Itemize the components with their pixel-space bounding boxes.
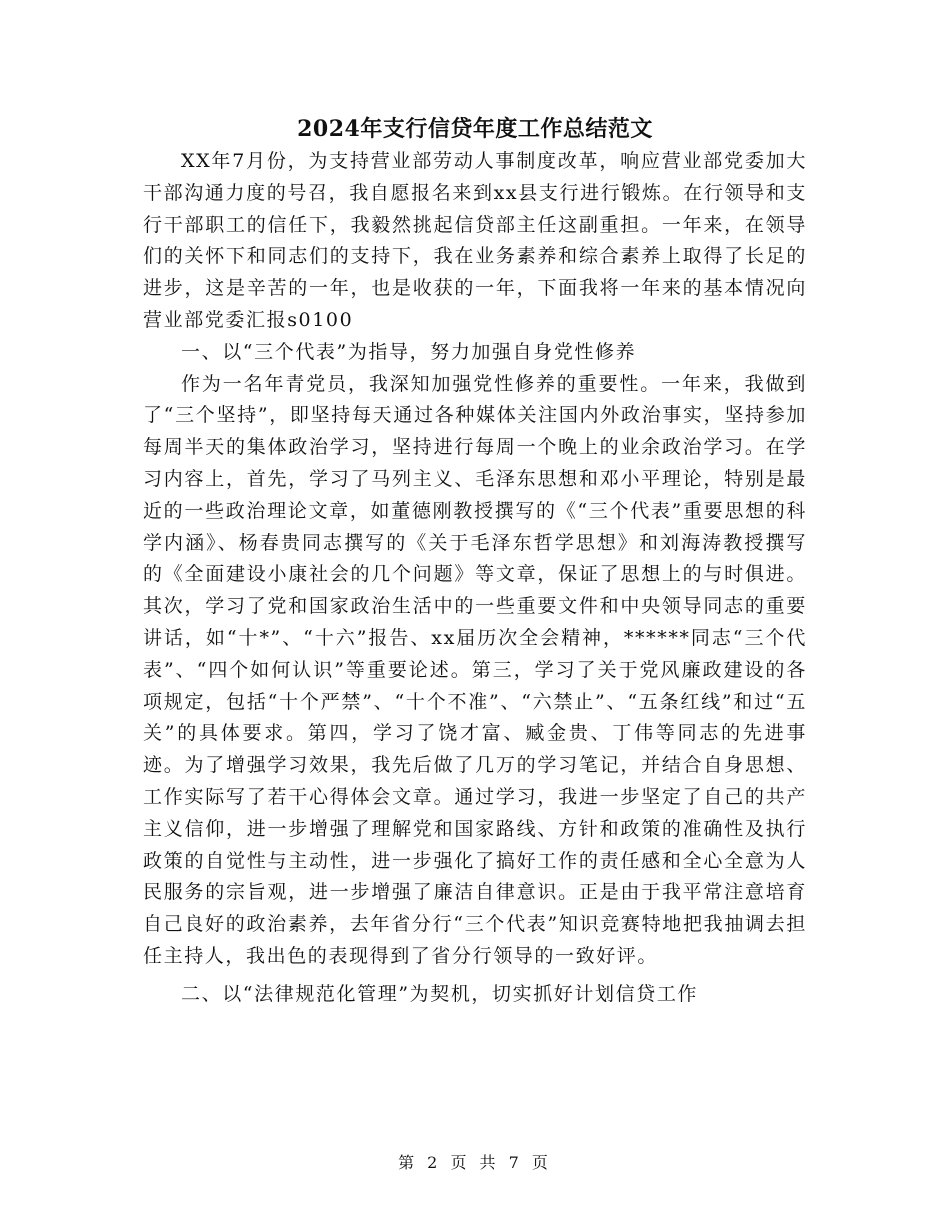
section-heading-1: 一、以“三个代表”为指导，努力加强自身党性修养 xyxy=(181,340,637,363)
document-title: 2024年支行信贷年度工作总结范文 xyxy=(297,116,653,142)
intro-paragraph: XX年7月份，为支持营业部劳动人事制度改革，响应营业部党委加大干部沟通力度的号召，我自愿报名来到xx县支行进行锻炼。在行领导和支行干部职工的信任下，我毅然挑起信贷部主任这副重担。一年来，在领导们的关怀下和同志们的支持下，我在业务素养和综合素养上取得了长足的进步，这是辛苦的一年，也是收获的一年，下面我将一年来的基本情况向营业部党委汇报s0100 xyxy=(143,150,807,331)
document-body xyxy=(143,146,807,1011)
page-number-footer: 第 2 页 共 7 页 xyxy=(398,1153,552,1172)
section-heading-2: 二、以“法律规范化管理”为契机，切实抓好计划信贷工作 xyxy=(181,982,699,1005)
body-paragraph: 作为一名年青党员，我深知加强党性修养的重要性。一年来，我做到了“三个坚持”，即坚持每天通过各种媒体关注国内外政治事实，坚持参加每周半天的集体政治学习，坚持进行每周一个晚上的业余政治学习。在学习内容上，首先，学习了马列主义、毛泽东思想和邓小平理论，特别是最近的一些政治理论文章，如董德刚教授撰写的《“三个代表”重要思想的科学内涵》、杨春贵同志撰写的《关于毛泽东哲学思想》和刘海涛教授撰写的《全面建设小康社会的几个问题》等文章，保证了思想上的与时俱进。其次，学习了党和国家政治生活中的一些重要文件和中央领导同志的重要讲话，如“十*”、“十六”报告、xx届历次全会精神，******同志“三个代表”、“四个如何认识”等重要论述。第三，学习了关于党风廉政建设的各项规定，包括“十个严禁”、“十个不准”、“六禁止”、“五条红线”和过“五关”的具体要求。第四，学习了饶才富、臧金贵、丁伟等同志的先进事迹。为了增强学习效果，我先后做了几万的学习笔记，并结合自身思想、工作实际写了若干心得体会文章。通过学习，我进一步坚定了自己的共产主义信仰，进一步增强了理解党和国家路线、方针和政策的准确性及执行政策的自觉性与主动性，进一步强化了搞好工作的责任感和全心全意为人民服务的宗旨观，进一步增强了廉洁自律意识。正是由于我平常注意培育自己良好的政治素养，去年省分行“三个代表”知识竞赛特地把我抽调去担任主持人，我出色的表现得到了省分行领导的一致好评。 xyxy=(143,372,807,967)
